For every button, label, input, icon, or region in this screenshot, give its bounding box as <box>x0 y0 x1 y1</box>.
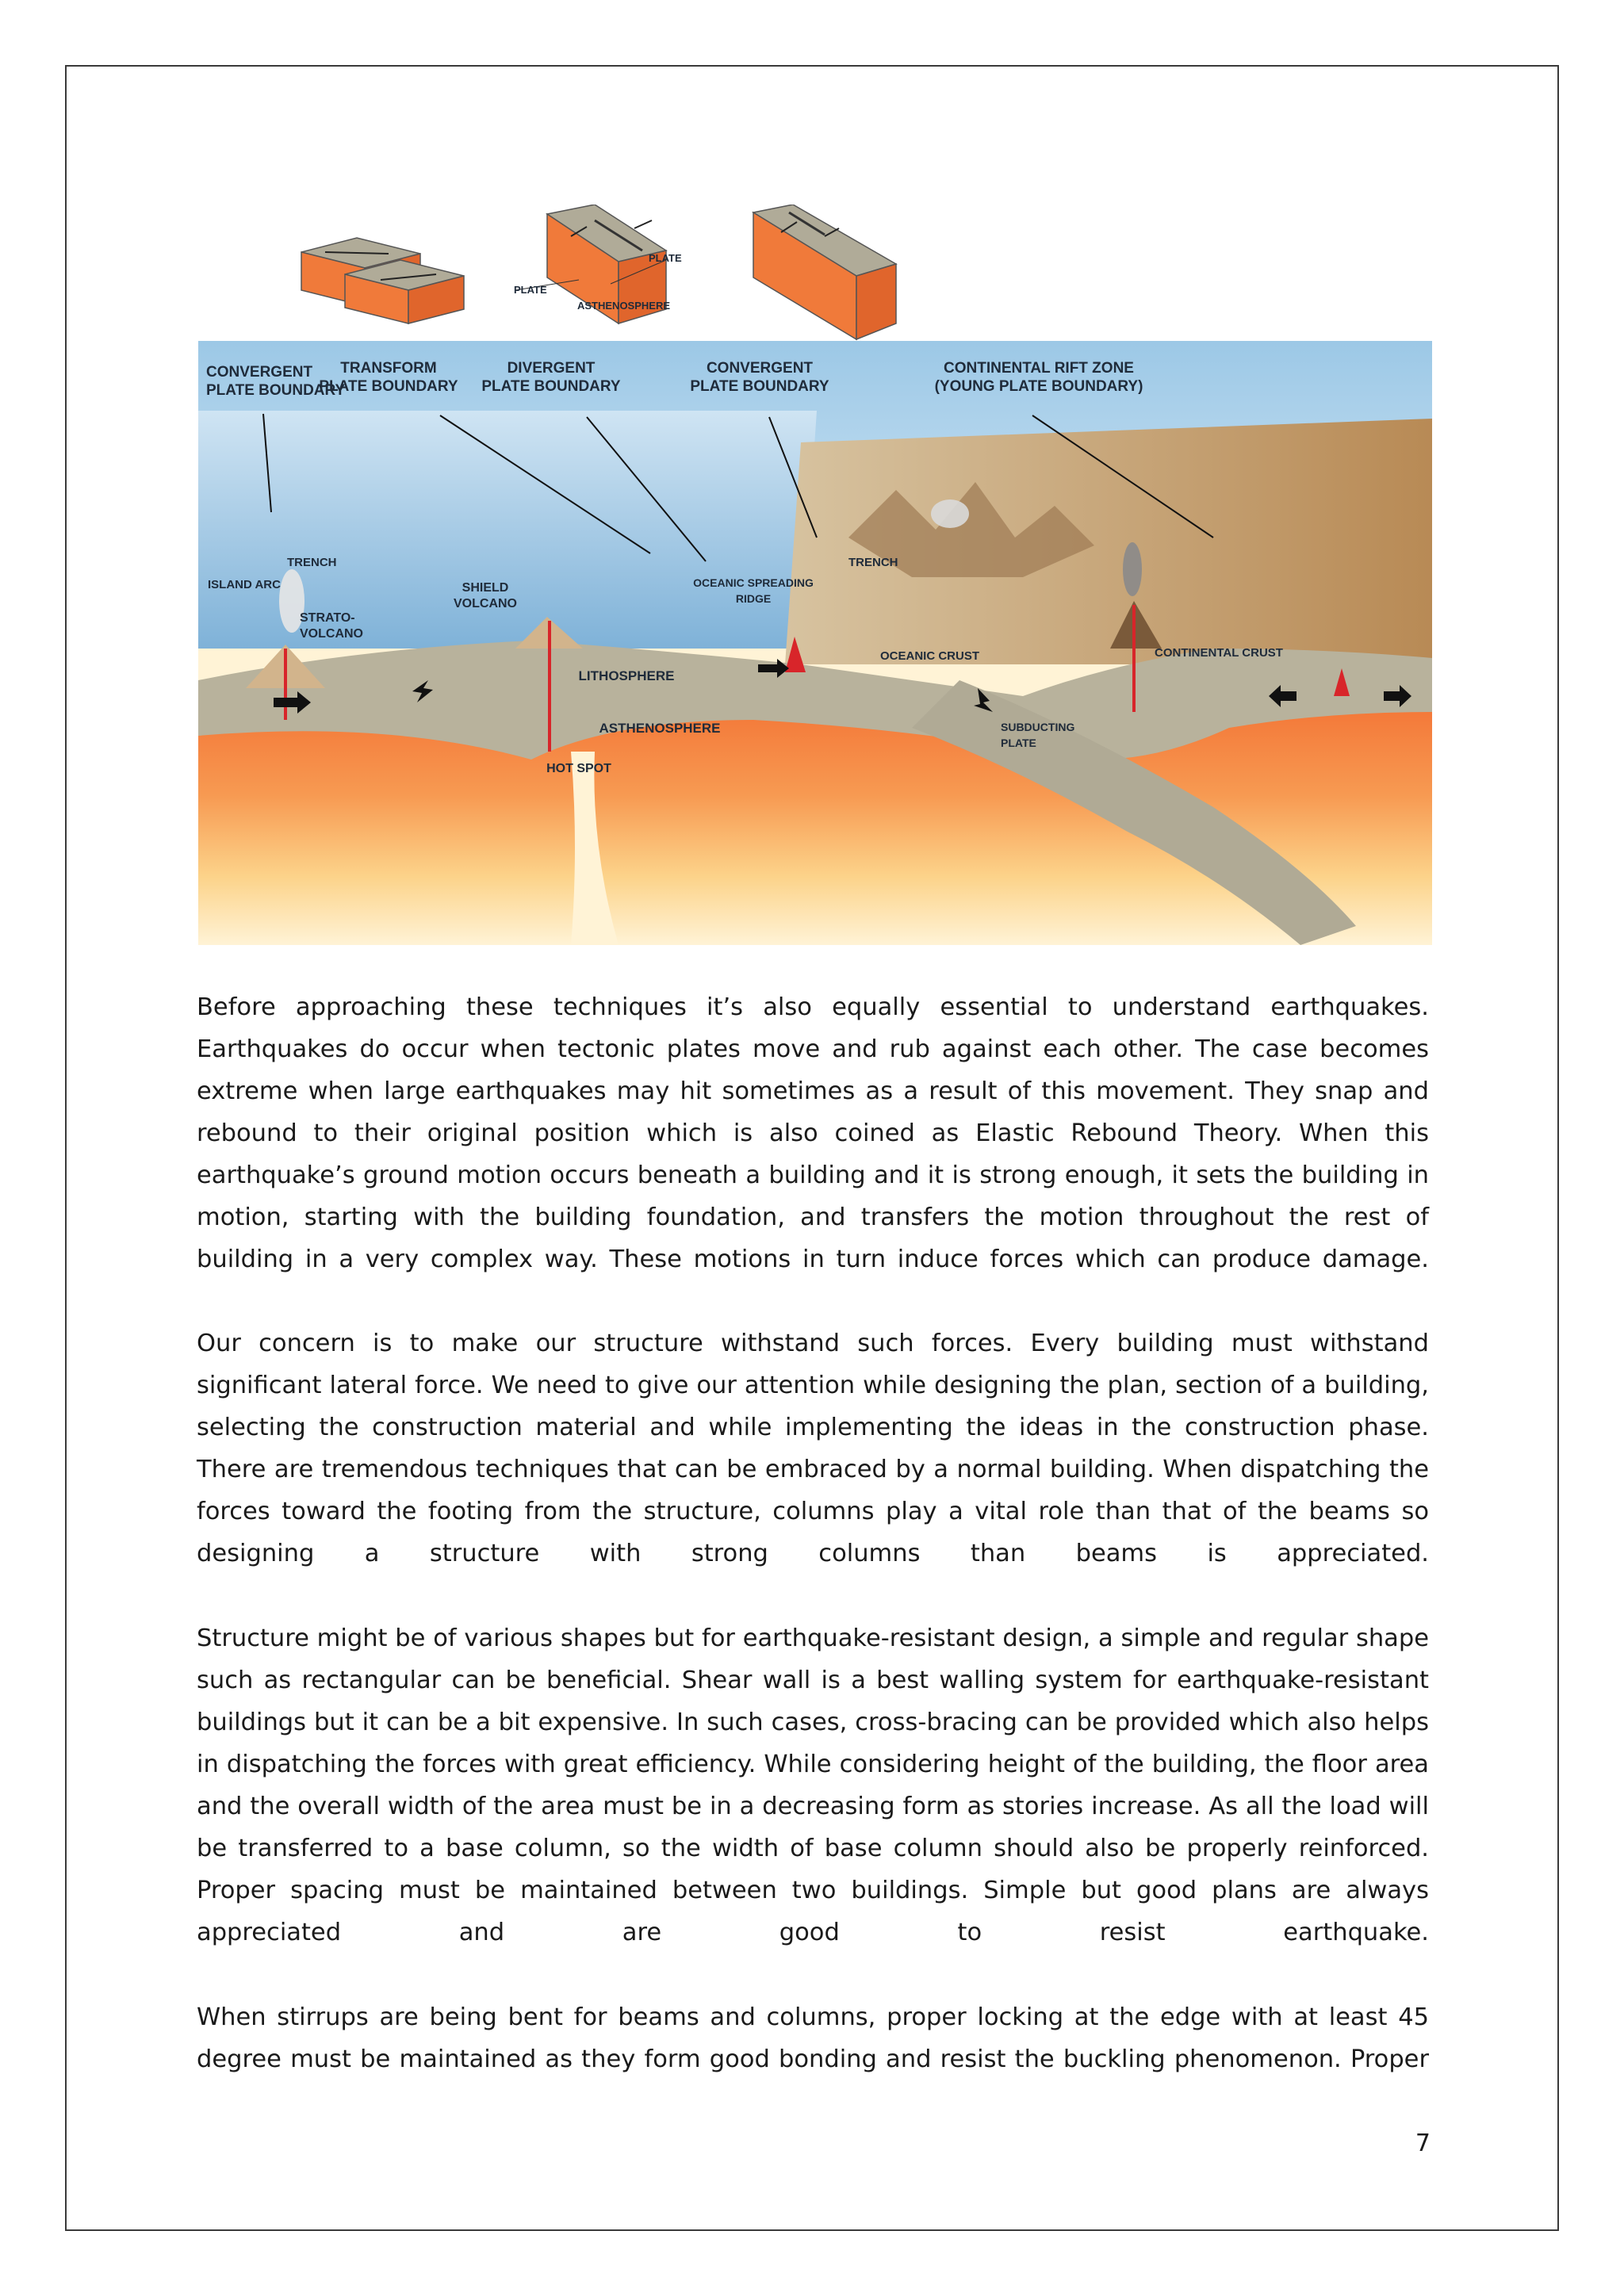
cross-section-panel <box>198 341 1432 945</box>
paragraph-1: Before approaching these techniques it’s also equally essential to understand earthquakes. Earthquakes do occur when tectonic plates move and rub against each other. The case becomes extreme when large earthquakes may hit sometimes as a result of this movement. They snap and rebound to their original position which is also coined as Elastic Rebound Theory. When this earthquake’s ground motion occurs beneath a building and it is strong enough, it sets the building in motion, starting with the building foundation, and transfers the motion throughout the rest of building in a very complex way. These motions in turn induce forces which can produce damage. <box>197 993 1429 1273</box>
label-lithosphere: LITHOSPHERE <box>578 668 675 683</box>
label-rift-1: CONTINENTAL RIFT ZONE <box>944 360 1134 377</box>
label-continental-crust: CONTINENTAL CRUST <box>1155 646 1283 660</box>
label-transform-1: TRANSFORM <box>340 360 437 377</box>
label-hot-spot: HOT SPOT <box>546 762 611 775</box>
label-trench-right: TRENCH <box>848 556 898 569</box>
label-subducting-2: PLATE <box>1001 737 1036 749</box>
label-convergent-left-2: PLATE BOUNDARY <box>206 382 346 399</box>
inset-asthenosphere-label: ASTHENOSPHERE <box>577 300 671 312</box>
paragraph-2: Our concern is to make our structure withstand such forces. Every building must withstand significant lateral force. We need to give our attention while designing the plan, section of a building, selecting the construction material and while implementing the ideas in the construction phase. There are tremendous techniques that can be embraced by a normal building. When dispatching the forces toward the footing from the structure, columns play a vital role than that of the beams so designing a structure with strong columns than beams is appreciated. <box>197 1330 1429 1567</box>
inset-divergent-block <box>514 205 682 323</box>
paragraph-3: Structure might be of various shapes but for earthquake-resistant design, a simple and regular shape such as rectangular can be beneficial. Shear wall is a best walling system for earthquake-resistant buildings but it can be a bit expensive. In such cases, cross-bracing can be provided which also helps in dispatching the forces with great efficiency. While considering height of the building, the floor area and the overall width of the area must be in a decreasing form as stories increase. As all the load will be transferred to a base column, so the width of base column should also be properly reinforced. Proper spacing must be maintained between two buildings. Simple but good plans are always appreciated and are good to resist earthquake. <box>197 1624 1429 1946</box>
plate-tectonics-figure <box>198 205 1432 945</box>
label-shield-2: VOLCANO <box>454 597 517 610</box>
inset-plate-right-label: PLATE <box>649 252 682 264</box>
label-shield-1: SHIELD <box>462 581 509 595</box>
label-oceanic-crust: OCEANIC CRUST <box>880 649 980 663</box>
inset-transform-block <box>301 238 464 323</box>
label-island-arc: ISLAND ARC <box>208 578 281 591</box>
page-number: 7 <box>1415 2130 1431 2157</box>
label-divergent-1: DIVERGENT <box>507 360 596 377</box>
paragraph-4: When stirrups are being bent for beams and columns, proper locking at the edge with at least 45 degree must be maintained as they form good bonding and resist the buckling phenomenon. Proper <box>197 2003 1429 2073</box>
label-convergent-right-1: CONVERGENT <box>706 360 814 377</box>
inset-convergent-block <box>753 205 896 339</box>
label-trench-left: TRENCH <box>287 556 337 569</box>
label-ridge-2: RIDGE <box>735 592 772 605</box>
label-convergent-right-2: PLATE BOUNDARY <box>690 378 829 395</box>
label-rift-2: (YOUNG PLATE BOUNDARY) <box>934 378 1143 395</box>
label-convergent-left-1: CONVERGENT <box>206 364 313 381</box>
label-strato-2: VOLCANO <box>300 627 363 641</box>
label-subducting-1: SUBDUCTING <box>1001 721 1075 733</box>
inset-plate-left-label: PLATE <box>514 284 547 296</box>
label-asthenosphere: ASTHENOSPHERE <box>599 721 721 736</box>
label-transform-2: PLATE BOUNDARY <box>319 378 458 395</box>
label-ridge-1: OCEANIC SPREADING <box>693 576 814 589</box>
label-divergent-2: PLATE BOUNDARY <box>481 378 621 395</box>
label-strato-1: STRATO- <box>300 611 355 625</box>
